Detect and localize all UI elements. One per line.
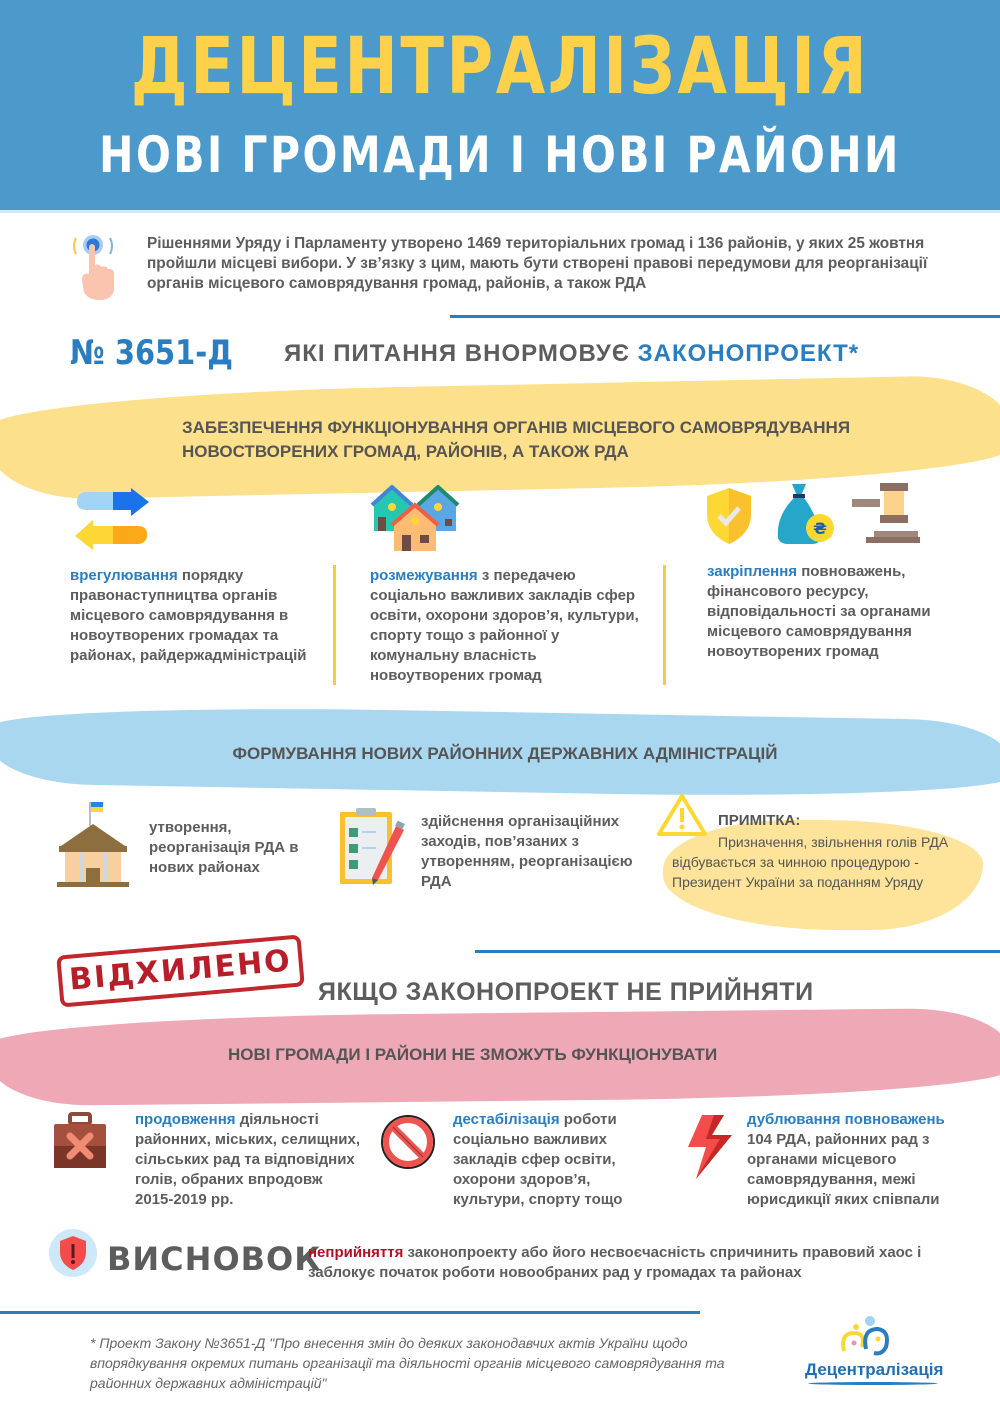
bill-question (284, 340, 859, 368)
divider-line (450, 315, 1000, 318)
section2-item-1: утворення, реорганізація РДА в нових районах (149, 819, 299, 876)
item-text: з передачею соціально важливих закладів сфер освіти, охорони здоров’я, культури, спорту тощо з районної у комунальну власність новоутворених громад (370, 567, 639, 684)
rejected-item-1 (135, 1110, 365, 1210)
intro-text: Рішеннями Уряду і Парламенту утворено 1469 територіальних громад і 136 районів, у яких 25 жовтня пройшли місцеві вибори. У зв’язку з цим, мають бути створені правові передумови для реорганізації органів місцевого самоврядування громад, районів, а також РДА (147, 235, 928, 292)
swap-arrows-icon (73, 488, 151, 554)
rejected-item-3 (747, 1110, 962, 1210)
decentralization-logo-icon (840, 1313, 890, 1357)
question-highlight: ЗАКОНОПРОЕКТ* (637, 340, 860, 367)
page-subtitle: НОВІ ГРОМАДИ І НОВІ РАЙОНИ (99, 126, 901, 184)
conclusion-body: законопроекту або його несвоєчасність спричинить правовий хаос і заблокує початок роботи новообраних рад у громадах та районах (308, 1244, 922, 1281)
gavel-icon (850, 481, 920, 545)
section1-title-line2: НОВОСТВОРЕНИХ ГРОМАД, РАЙОНІВ, А ТАКОЖ РДА (182, 442, 629, 461)
item-text: діяльності районних, міських, селищних, сільських рад та відповідних голів, обраних впродовж 2015-2019 рр. (135, 1111, 361, 1208)
keyword: закріплення (707, 563, 798, 580)
note-title: ПРИМІТКА: (718, 812, 801, 829)
shield-check-icon (703, 486, 755, 546)
keyword: продовження (135, 1111, 236, 1128)
svg-text:₴: ₴ (813, 519, 827, 538)
item-text: повноважень, фінансового ресурсу, відповідальності за органами місцевого самоврядування новоутворених громад (707, 563, 931, 660)
section1-item-3 (707, 562, 937, 662)
note-text: Призначення, звільнення голів РДА відбувається за чинною процедурою - Президент України за поданням Уряду (672, 834, 949, 890)
rejected-item-2 (453, 1110, 643, 1210)
logo-text: Децентралізація (805, 1360, 944, 1379)
item-text: порядку правонаступництва органів місцевого самоврядування в новоутворених громадах та районах, райдержадміністрацій (70, 567, 307, 664)
conclusion-title: ВИСНОВОК (107, 1240, 322, 1278)
logo-underline (808, 1382, 938, 1385)
item-text: роботи соціально важливих закладів сфер освіти, охорони здоров’я, культури, спорту тощо (453, 1111, 623, 1208)
prohibited-sign-icon (378, 1112, 438, 1172)
page-title: ДЕЦЕНТРАЛІЗАЦІЯ (130, 22, 870, 112)
section2-item-2: здійснення організаційних заходів, пов’язаних з утворенням, реорганізацією РДА (421, 813, 633, 890)
rejected-heading: ЯКЩО ЗАКОНОПРОЕКТ НЕ ПРИЙНЯТИ (318, 978, 814, 1006)
item-text: 104 РДА, районних рад з органами місцевого самоврядування, межі юрисдикції яких співпали (747, 1131, 940, 1208)
keyword: дестабілізація (453, 1111, 560, 1128)
section1-item-1 (70, 566, 310, 666)
keyword: дублювання повноважень (747, 1111, 945, 1128)
column-divider (333, 565, 336, 685)
shield-exclamation-icon (48, 1228, 98, 1278)
briefcase-cross-icon (52, 1112, 108, 1170)
conclusion-text (308, 1243, 968, 1283)
footnote: * Проект Закону №3651-Д "Про внесення змін до деяких законодавчих актів України щодо впорядкування окремих питань організації та діяльності органів місцевого самоврядування та районних державних адміністрацій" (90, 1335, 725, 1391)
section2-title: ФОРМУВАННЯ НОВИХ РАЙОННИХ ДЕРЖАВНИХ АДМІНІСТРАЦІЙ (232, 744, 778, 763)
question-prefix: ЯКІ ПИТАННЯ ВНОРМОВУЄ (284, 340, 630, 367)
rejected-band-title: НОВІ ГРОМАДИ І РАЙОНИ НЕ ЗМОЖУТЬ ФУНКЦІОНУВАТИ (228, 1045, 718, 1064)
section1-title (182, 416, 942, 464)
rejected-stamp: ВІДХИЛЕНО (56, 934, 305, 1007)
section1-title-line1: ЗАБЕЗПЕЧЕННЯ ФУНКЦІОНУВАННЯ ОРГАНІВ МІСЦЕВОГО САМОВРЯДУВАННЯ (182, 418, 851, 437)
divider-line (0, 1311, 700, 1314)
keyword: розмежування (370, 567, 478, 584)
lightning-icon (684, 1113, 734, 1181)
tap-finger-icon (68, 228, 124, 302)
government-building-icon (55, 800, 131, 888)
divider-line (475, 950, 1000, 953)
section1-item-2 (370, 566, 645, 686)
column-divider (663, 565, 666, 685)
checklist-clipboard-icon (338, 806, 406, 886)
keyword: врегулювання (70, 567, 178, 584)
keyword: неприйняття (308, 1244, 404, 1261)
houses-icon (370, 485, 460, 553)
money-bag-hryvnia-icon (772, 480, 836, 546)
bill-number: № 3651-Д (70, 333, 234, 373)
